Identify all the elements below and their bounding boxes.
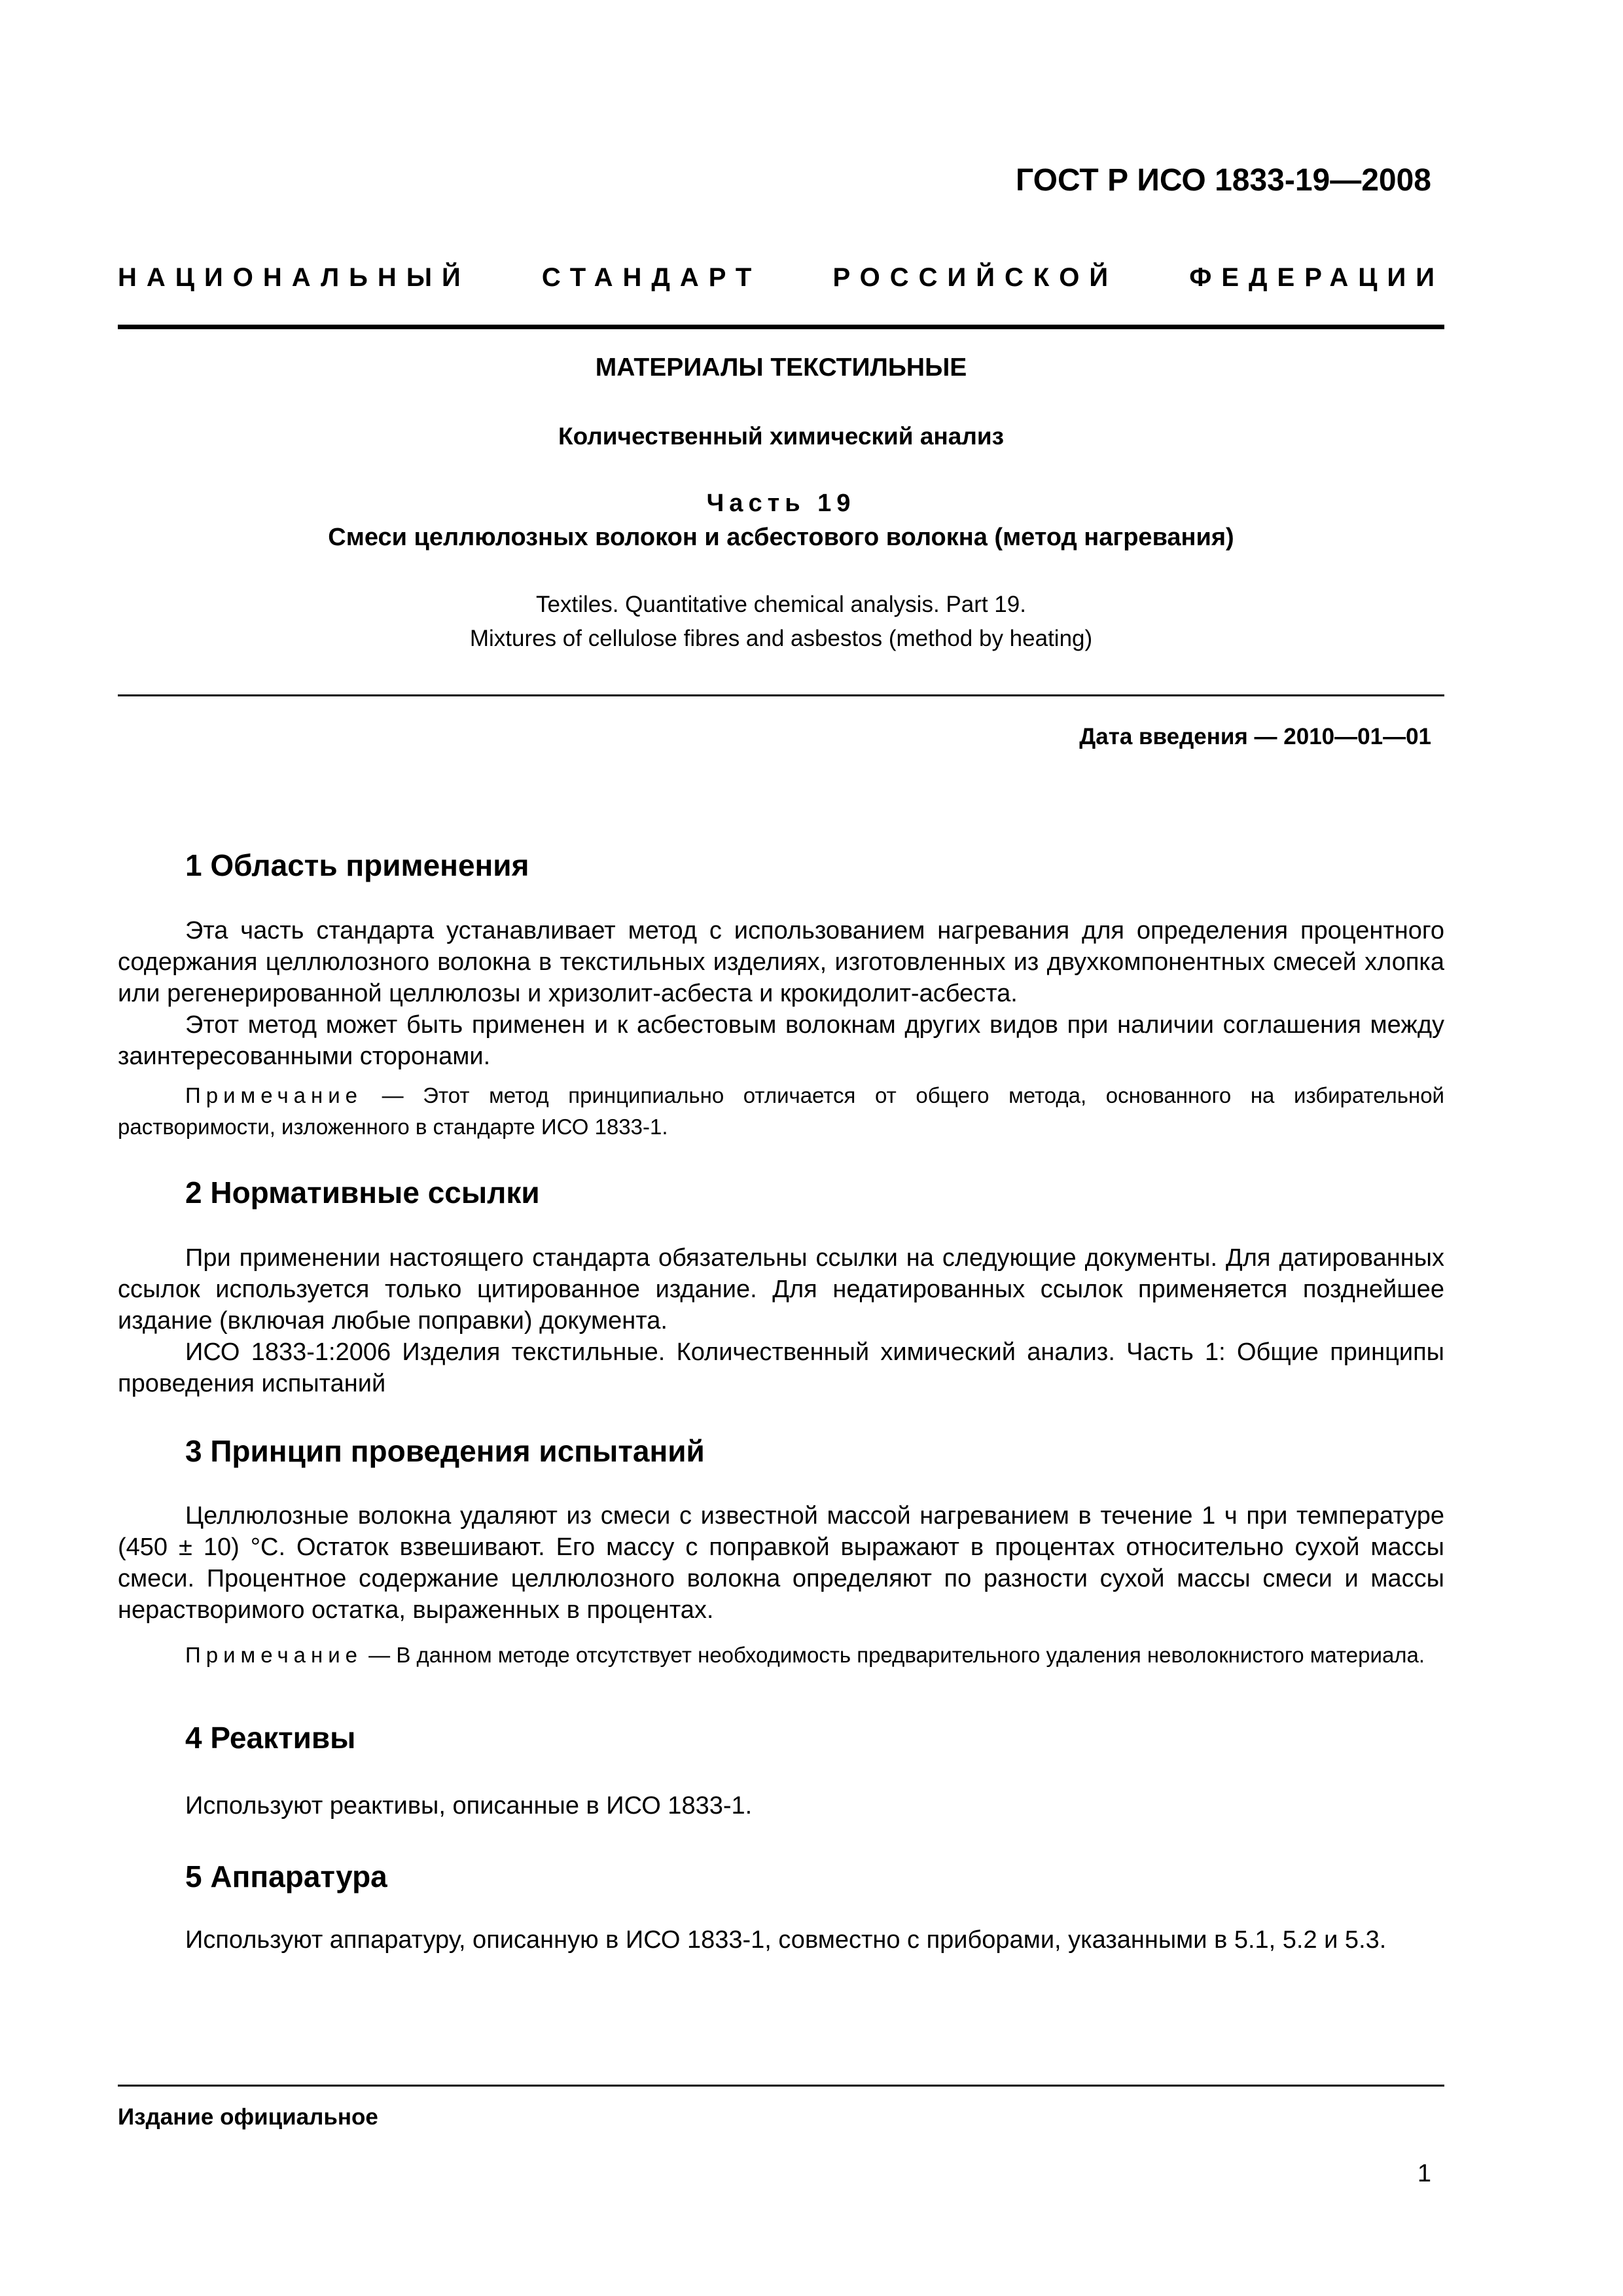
introduction-date: Дата введения — 2010—01—01: [1079, 724, 1431, 749]
english-title-line-2: Mixtures of cellulose fibres and asbestos (method by heating): [469, 626, 1093, 651]
section-heading-references: 2 Нормативные ссылки: [185, 1175, 540, 1210]
footer-divider: [118, 2085, 1444, 2087]
banner-word: СТАНДАРТ: [541, 263, 762, 292]
paragraph: Целлюлозные волокна удаляют из смеси с известной массой нагреванием в течение 1 ч при температуре (450 ± 10) °С. Остаток взвешивают. Его массу с поправкой выражают в процентах относительно сухой массы смеси. Процентное содержание целлюлозного волокна определяют по разности сухой массы смеси и массы нерастворимого остатка, выраженных в процентах.: [118, 1502, 1444, 1624]
section-heading-reagents: 4 Реактивы: [185, 1721, 356, 1755]
note-text: — Этот метод принципиально отличается от общего метода, основанного на избирательной растворимости, изложенного в стандарте ИСО 1833-1.: [118, 1083, 1444, 1139]
section-heading-principle: 3 Принцип проведения испытаний: [185, 1434, 705, 1468]
reference-entry: ИСО 1833-1:2006 Изделия текстильные. Количественный химический анализ. Часть 1: Общие принципы проведения испытаний: [118, 1338, 1444, 1397]
banner-word: РОССИЙСКОЙ: [832, 263, 1118, 292]
part-title: Смеси целлюлозных волокон и асбестового волокна (метод нагревания): [328, 524, 1234, 551]
header-divider: [118, 325, 1444, 329]
english-title-line-1: Textiles. Quantitative chemical analysis. Part 19.: [536, 592, 1026, 617]
document-subtitle: Количественный химический анализ: [558, 423, 1004, 450]
paragraph: Этот метод может быть применен и к асбестовым волокнам других видов при наличии соглашения между заинтересованными сторонами.: [118, 1011, 1444, 1070]
note-label: Примечание: [185, 1083, 363, 1107]
document-title: МАТЕРИАЛЫ ТЕКСТИЛЬНЫЕ: [595, 353, 967, 382]
national-standard-banner: [118, 263, 1444, 293]
part-label: Часть 19: [706, 490, 856, 517]
paragraph: Используют аппаратуру, описанную в ИСО 1833-1, совместно с приборами, указанными в 5.1, 5.2 и 5.3.: [185, 1926, 1387, 1954]
official-edition-label: Издание официальное: [118, 2104, 378, 2130]
page-number: 1: [1417, 2160, 1431, 2187]
note: [118, 1080, 1444, 1143]
note-text: — В данном методе отсутствует необходимость предварительного удаления неволокнистого материала.: [363, 1643, 1425, 1667]
banner-word: НАЦИОНАЛЬНЫЙ: [118, 263, 471, 292]
section-heading-apparatus: 5 Аппаратура: [185, 1859, 387, 1893]
banner-word: ФЕДЕРАЦИИ: [1189, 263, 1444, 292]
document-number: ГОСТ Р ИСО 1833-19—2008: [1016, 163, 1431, 198]
note-label: Примечание: [185, 1643, 363, 1667]
paragraph: Используют реактивы, описанные в ИСО 1833-1.: [185, 1792, 753, 1820]
paragraph: Эта часть стандарта устанавливает метод с использованием нагревания для определения процентного содержания целлюлозного волокна в текстильных изделиях, изготовленных из двухкомпонентных смесей хлопка или регенерированной целлюлозы и хризолит-асбеста и крокидолит-асбеста.: [118, 917, 1444, 1007]
note: [118, 1640, 1444, 1671]
paragraph: При применении настоящего стандарта обязательны ссылки на следующие документы. Для датированных ссылок используется только цитированное издание. Для недатированных ссылок применяется позднейшее издание (включая любые поправки) документа.: [118, 1244, 1444, 1335]
title-divider: [118, 694, 1444, 696]
section-heading-scope: 1 Область применения: [185, 848, 529, 882]
